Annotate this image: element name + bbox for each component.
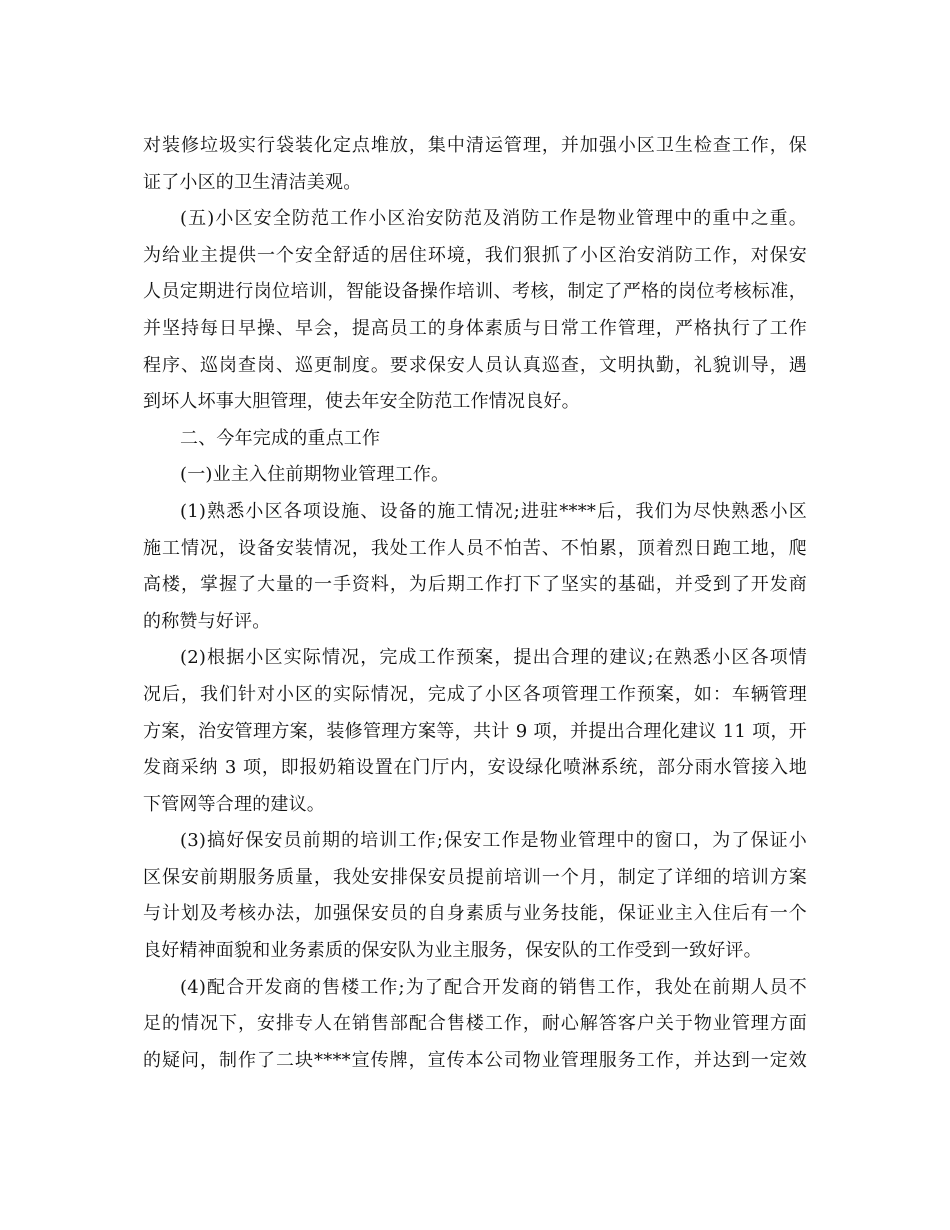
text-line: 人员定期进行岗位培训，智能设备操作培训、考核，制定了严格的岗位考核标准， — [143, 281, 807, 303]
text-line: 与计划及考核办法，加强保安员的自身素质与业务技能，保证业主入住后有一个 — [143, 903, 807, 925]
text-line: 高楼，掌握了大量的一手资料，为后期工作打下了坚实的基础，并受到了开发商 — [143, 574, 807, 596]
text-line: 发商采纳 3 项，即报奶箱设置在门厅内，安设绿化喷淋系统，部分雨水管接入地 — [143, 757, 807, 779]
text-line: (2)根据小区实际情况，完成工作预案，提出合理的建议;在熟悉小区各项情 — [180, 647, 807, 669]
text-line: (1)熟悉小区各项设施、设备的施工情况;进驻****后，我们为尽快熟悉小区 — [180, 500, 807, 522]
text-line: 的称赞与好评。 — [143, 610, 271, 632]
text-line: 良好精神面貌和业务素质的保安队为业主服务，保安队的工作受到一致好评。 — [143, 940, 762, 962]
text-line: 为给业主提供一个安全舒适的居住环境，我们狠抓了小区治安消防工作，对保安 — [143, 244, 807, 266]
text-line: 足的情况下，安排专人在销售部配合售楼工作，耐心解答客户关于物业管理方面 — [143, 1013, 807, 1035]
text-line: 方案，治安管理方案，装修管理方案等，共计 9 项，并提出合理化建议 11 项，开 — [143, 720, 807, 742]
text-line: (一)业主入住前期物业管理工作。 — [180, 464, 450, 486]
text-line: 并坚持每日早操、早会，提高员工的身体素质与日常工作管理，严格执行了工作 — [143, 317, 807, 339]
text-line: (3)搞好保安员前期的培训工作;保安工作是物业管理中的窗口，为了保证小 — [180, 830, 807, 852]
text-line: 到坏人坏事大胆管理，使去年安全防范工作情况良好。 — [143, 391, 580, 413]
text-line: 的疑问，制作了二块****宣传牌，宣传本公司物业管理服务工作，并达到一定效 — [143, 1049, 807, 1071]
text-line: 况后，我们针对小区的实际情况，完成了小区各项管理工作预案，如：车辆管理 — [143, 683, 807, 705]
document-body — [143, 128, 807, 1079]
text-line: 区保安前期服务质量，我处安排保安员提前培训一个月，制定了详细的培训方案 — [143, 866, 807, 888]
text-line: 证了小区的卫生清洁美观。 — [143, 171, 362, 193]
text-line: 下管网等合理的建议。 — [143, 793, 325, 815]
text-line: 程序、巡岗查岗、巡更制度。要求保安人员认真巡查，文明执勤，礼貌训导，遇 — [143, 354, 807, 376]
text-line: 二、今年完成的重点工作 — [180, 427, 381, 449]
text-line: 对装修垃圾实行袋装化定点堆放，集中清运管理，并加强小区卫生检查工作，保 — [143, 135, 807, 156]
text-line: 施工情况，设备安装情况，我处工作人员不怕苦、不怕累，顶着烈日跑工地，爬 — [143, 537, 807, 559]
text-line: (五)小区安全防范工作小区治安防范及消防工作是物业管理中的重中之重。 — [180, 208, 807, 230]
text-line: (4)配合开发商的售楼工作;为了配合开发商的销售工作，我处在前期人员不 — [180, 976, 807, 998]
